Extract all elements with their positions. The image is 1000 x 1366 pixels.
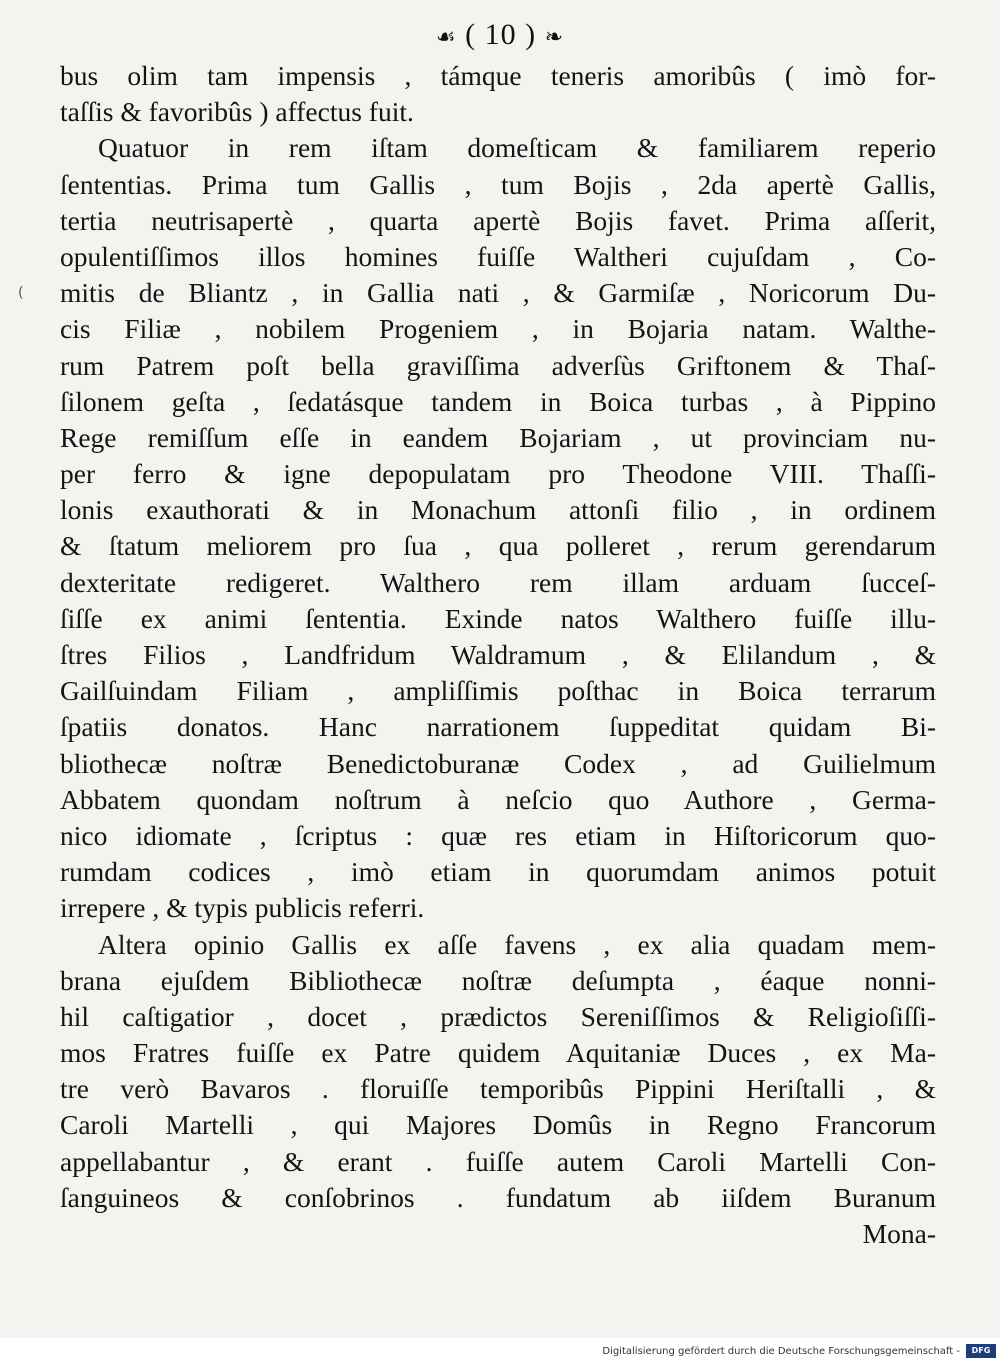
- text-line: rum Patrem poſt bella graviſſima adverſùs Griftonem & Thaſ-: [60, 349, 936, 381]
- footer-credit: Digitalisierung gefördert durch die Deutsche Forschungsgemeinschaft -: [602, 1346, 960, 1357]
- text-line: ſilonem geſta , ſedatásque tandem in Boica turbas , à Pippino: [60, 385, 936, 417]
- right-ornament-icon: ❧: [544, 24, 565, 50]
- page-number: ( 10 ): [465, 18, 537, 51]
- text-line: mitis de Bliantz , in Gallia nati , & Garmiſæ , Noricorum Du-: [60, 277, 936, 309]
- text-line: nico idiomate , ſcriptus : quæ res etiam in Hiſtoricorum quo-: [60, 819, 936, 851]
- text-line: ſpatiis donatos. Hanc narrationem ſuppeditat quidam Bi-: [60, 711, 936, 743]
- text-line: Caroli Martelli , qui Majores Domûs in Regno Francorum: [60, 1109, 936, 1141]
- digitization-footer: [0, 1338, 1000, 1366]
- page-header: [400, 18, 600, 56]
- text-line: lonis exauthorati & in Monachum attonſi filio , in ordinem: [60, 494, 936, 526]
- text-line: bus olim tam impensis , támque teneris amoribûs ( imò for-: [60, 60, 936, 91]
- text-line: hil caſtigatior , docet , prædictos Sereniſſimos & Religioſiſſi-: [60, 1000, 936, 1032]
- text-line: Quatuor in rem iſtam domeſticam & familiarem reperio: [98, 132, 936, 164]
- text-line: bliothecæ noſtræ Benedictoburanæ Codex , ad Guilielmum: [60, 747, 936, 779]
- text-line: brana ejuſdem Bibliothecæ noſtræ deſumpta , éaque nonni-: [60, 964, 936, 996]
- text-line: ſtres Filios , Landfridum Waldramum , & Elilandum , &: [60, 639, 936, 670]
- text-line: rumdam codices , imò etiam in quorumdam animos potuit: [60, 856, 936, 888]
- text-line: & ſtatum meliorem pro ſua , qua polleret , rerum gerendarum: [60, 530, 936, 562]
- text-line: Gailſuindam Filiam , ampliſſimis poſthac in Boica terrarum: [60, 675, 936, 707]
- text-line: dexteritate redigeret. Walthero rem illam arduam ſucceſ-: [60, 566, 936, 598]
- text-line: Abbatem quondam noſtrum à neſcio quo Authore , Germa-: [60, 783, 936, 815]
- text-line: tertia neutrisapertè , quarta apertè Bojis favet. Prima aſſerit,: [60, 204, 936, 236]
- text-line: ſanguineos & conſobrinos . fundatum ab iiſdem Buranum: [60, 1181, 936, 1213]
- text-line: ſententias. Prima tum Gallis , tum Bojis , 2da apertè Gallis,: [60, 168, 936, 200]
- catchword: Mona-: [862, 1218, 936, 1249]
- text-line: ſiſſe ex animi ſententia. Exinde natos Walthero fuiſſe illu-: [60, 602, 936, 634]
- text-line: per ferro & igne depopulatam pro Theodone VIII. Thaſſi-: [60, 458, 936, 490]
- text-line: appellabantur , & erant . fuiſſe autem Caroli Martelli Con-: [60, 1145, 936, 1177]
- left-ornament-icon: ☙: [435, 24, 457, 50]
- text-line: taſſis & favoribûs ) affectus fuit.: [60, 96, 414, 128]
- text-line: irrepere , & typis publicis referri.: [60, 892, 425, 924]
- text-line: tre verò Bavaros . floruiſſe temporibûs Pippini Heriſtalli , &: [60, 1073, 936, 1105]
- text-line: Altera opinio Gallis ex aſſe favens , ex alia quadam mem-: [98, 928, 936, 960]
- margin-mark: (: [18, 285, 24, 301]
- text-line: opulentiſſimos illos homines fuiſſe Waltheri cujuſdam , Co-: [60, 240, 936, 272]
- body-text: [60, 58, 936, 1252]
- dfg-logo: DFG: [966, 1344, 996, 1358]
- text-line: Rege remiſſum eſſe in eandem Bojariam , ut provinciam nu-: [60, 421, 936, 453]
- text-line: mos Fratres fuiſſe ex Patre quidem Aquitaniæ Duces , ex Ma-: [60, 1037, 936, 1069]
- text-line: cis Filiæ , nobilem Progeniem , in Bojaria natam. Walthe-: [60, 313, 936, 345]
